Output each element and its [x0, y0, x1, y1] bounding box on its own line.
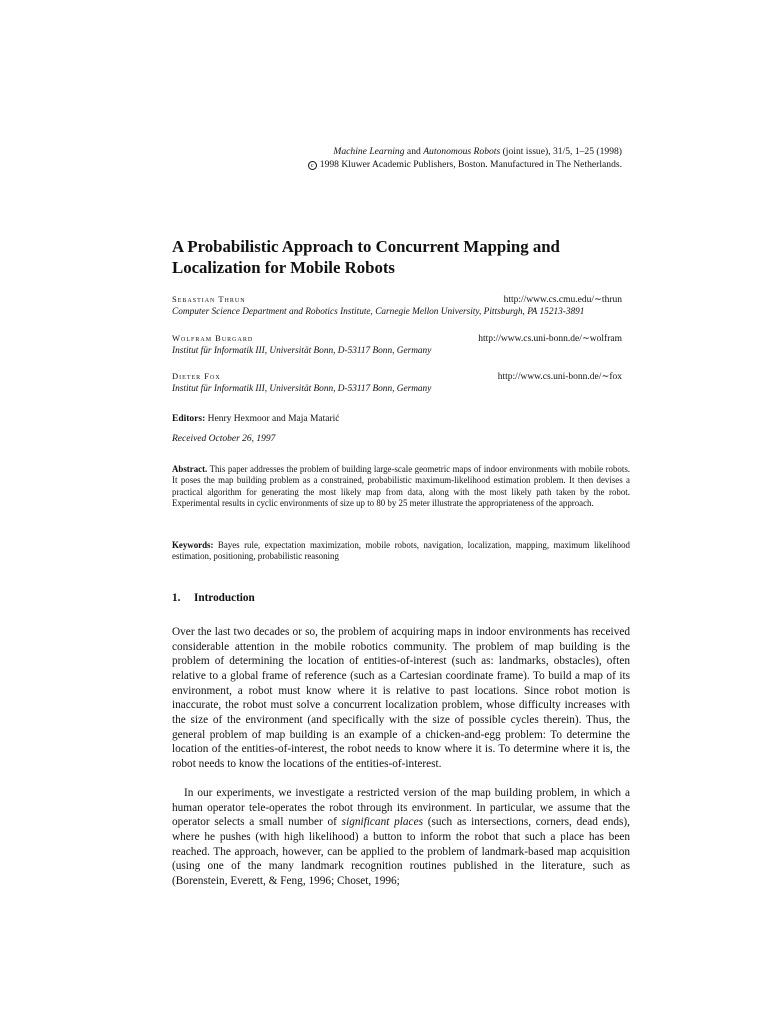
- copyright-line: [308, 159, 622, 172]
- author-row: [172, 371, 622, 382]
- paper-title: A Probabilistic Approach to Concurrent Mapping and Localization for Mobile Robots: [172, 237, 560, 277]
- body-paragraph-2: [172, 786, 630, 889]
- author-affiliation: Institut für Informatik III, Universität Bonn, D-53117 Bonn, Germany: [172, 384, 432, 394]
- abstract: [172, 464, 630, 509]
- paragraph-2-start: In our experiments, we investigate a restricted version of the map building problem, in which a human operator tele-operates the robot through its environment. In particular, we assume that the operator selects a small number of: [172, 787, 630, 829]
- section-title: Introduction: [194, 592, 255, 604]
- author-affiliation: Institut für Informatik III, Universität Bonn, D-53117 Bonn, Germany: [172, 346, 432, 356]
- author-burgard: [172, 333, 622, 356]
- keywords: [172, 540, 630, 563]
- paragraph-2-end: (such as intersections, corners, dead ends), where he pushes (with high likelihood) a button to inform the robot that such a place has been reached. The approach, however, can be applied to the problem of landmark-based map acquisition (using one of the many landmark recognition routines published in the literature, such as (Borenstein, Everett, & Feng, 1996; Choset, 1996;: [172, 816, 630, 887]
- author-fox: [172, 371, 622, 394]
- author-url[interactable]: http://www.cs.cmu.edu/∼thrun: [503, 295, 622, 305]
- abstract-label: Abstract.: [172, 464, 208, 474]
- keywords-text: Bayes rule, expectation maximization, mobile robots, navigation, localization, mapping, maximum likelihood estimation, positioning, probabilistic reasoning: [172, 540, 630, 562]
- author-thrun: [172, 294, 622, 317]
- author-url[interactable]: http://www.cs.uni-bonn.de/∼fox: [497, 372, 622, 382]
- journal-name-ar: Autonomous Robots: [423, 146, 501, 157]
- editors-names: Henry Hexmoor and Maja Matarić: [205, 414, 340, 424]
- journal-citation: [308, 146, 622, 159]
- journal-issue: (joint issue), 31/5, 1–25 (1998): [500, 146, 622, 157]
- section-heading: [172, 592, 255, 604]
- received-date: Received October 26, 1997: [172, 434, 276, 444]
- author-url[interactable]: http://www.cs.uni-bonn.de/∼wolfram: [478, 334, 622, 344]
- author-name: Wolfram Burgard: [172, 333, 254, 343]
- author-affiliation: Computer Science Department and Robotics Institute, Carnegie Mellon University, Pittsburgh, PA 15213-3891: [172, 307, 585, 317]
- copyright-text: 1998 Kluwer Academic Publishers, Boston. Manufactured in The Netherlands.: [319, 158, 622, 170]
- abstract-text: This paper addresses the problem of building large-scale geometric maps of indoor environments with mobile robots. It poses the map building problem as a constrained, probabilistic maximum-likelihood estimation problem. It then devises a practical algorithm for generating the most likely map from data, along with the most likely path taken by the robot. Experimental results in cyclic environments of size up to 80 by 25 meter illustrate the appropriateness of the approach.: [172, 464, 630, 508]
- author-name: Sebastian Thrun: [172, 294, 246, 304]
- journal-and: and: [404, 146, 424, 157]
- journal-name-ml: Machine Learning: [333, 146, 405, 157]
- paragraph-2-emphasis: significant places: [341, 816, 423, 829]
- body-paragraph-1: Over the last two decades or so, the problem of acquiring maps in indoor environments has received considerable attention in the mobile robotics community. The problem of map building is the problem of determining the location of entities-of-interest (such as: landmarks, obstacles), often relative to a global frame of reference (such as a Cartesian coordinate frame). To build a map of its environment, a robot must know where it is relative to past locations. Since robot motion is inaccurate, the robot must solve a concurrent localization problem, whose difficulty increases with the size of the environment (and specifically with the size of possible cycles therein). Thus, the general problem of map building is an example of a chicken-and-egg problem: To determine the location of the entities-of-interest, the robot needs to know where it is. To determine where it is, the robot needs to know the locations of the entities-of-interest.: [172, 626, 630, 770]
- section-number: 1.: [172, 592, 181, 604]
- author-name: Dieter Fox: [172, 371, 221, 381]
- journal-header: [308, 146, 622, 171]
- author-row: [172, 333, 622, 344]
- editors-line: [172, 414, 340, 424]
- copyright-icon: c: [308, 161, 317, 170]
- editors-label: Editors:: [172, 414, 206, 424]
- author-row: [172, 294, 622, 305]
- keywords-label: Keywords:: [172, 540, 214, 550]
